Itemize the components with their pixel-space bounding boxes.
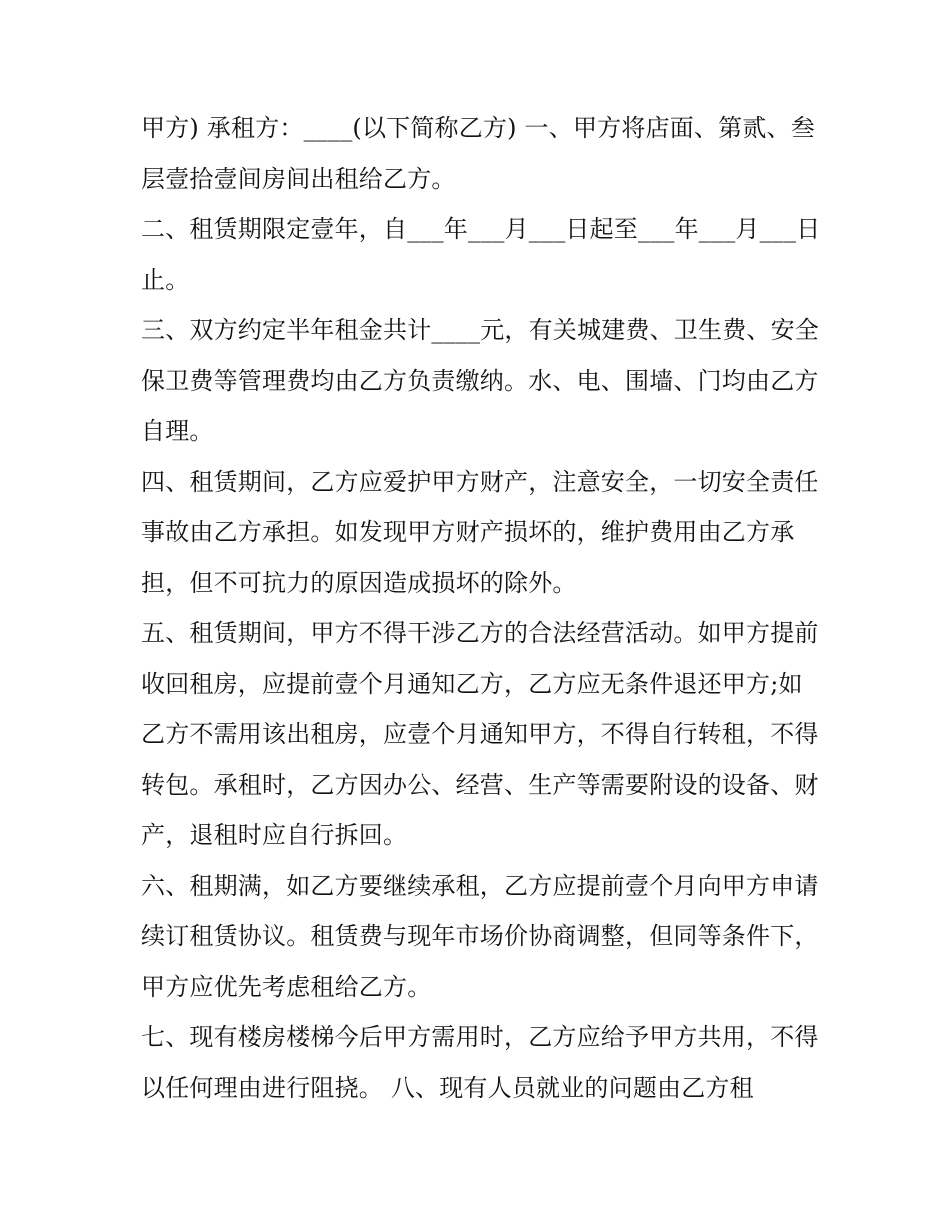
paragraph-clause-4-safety: 四、租赁期间，乙方应爱护甲方财产，注意安全，一切安全责任事故由乙方承担。如发现甲方财产损坏的，维护费用由乙方承担，但不可抗力的原因造成损坏的除外。 — [141, 467, 819, 597]
paragraph-clause-2-lease-term: 二、租赁期限定壹年，自___年___月___日起至___年___月___日止。 — [141, 215, 821, 294]
paragraph-clause-7-8-stairs-staff: 七、现有楼房楼梯今后甲方需用时，乙方应给予甲方共用，不得以任何理由进行阻挠。 八、现有人员就业的问题由乙方租 — [141, 1023, 819, 1102]
paragraph-lessee-intro: 甲方) 承租方：____(以下简称乙方) 一、甲方将店面、第贰、叁层壹拾壹间房间出租给乙方。 — [141, 114, 815, 193]
paragraph-clause-3-rent: 三、双方约定半年租金共计____元，有关城建费、卫生费、安全保卫费等管理费均由乙方负责缴纳。水、电、围墙、门均由乙方自理。 — [141, 316, 819, 445]
document-body — [141, 103, 821, 1113]
paragraph-clause-6-renewal: 六、租期满，如乙方要继续承租，乙方应提前壹个月向甲方申请续订租赁协议。租赁费与现年市场价协商调整，但同等条件下，甲方应优先考虑租给乙方。 — [141, 871, 819, 1001]
paragraph-clause-5-operations: 五、租赁期间，甲方不得干涉乙方的合法经营活动。如甲方提前收回租房，应提前壹个月通知乙方，乙方应无条件退还甲方;如乙方不需用该出租房，应壹个月通知甲方，不得自行转租，不得转包。承租时，乙方因办公、经营、生产等需要附设的设备、财产，退租时应自行拆回。 — [141, 619, 819, 849]
